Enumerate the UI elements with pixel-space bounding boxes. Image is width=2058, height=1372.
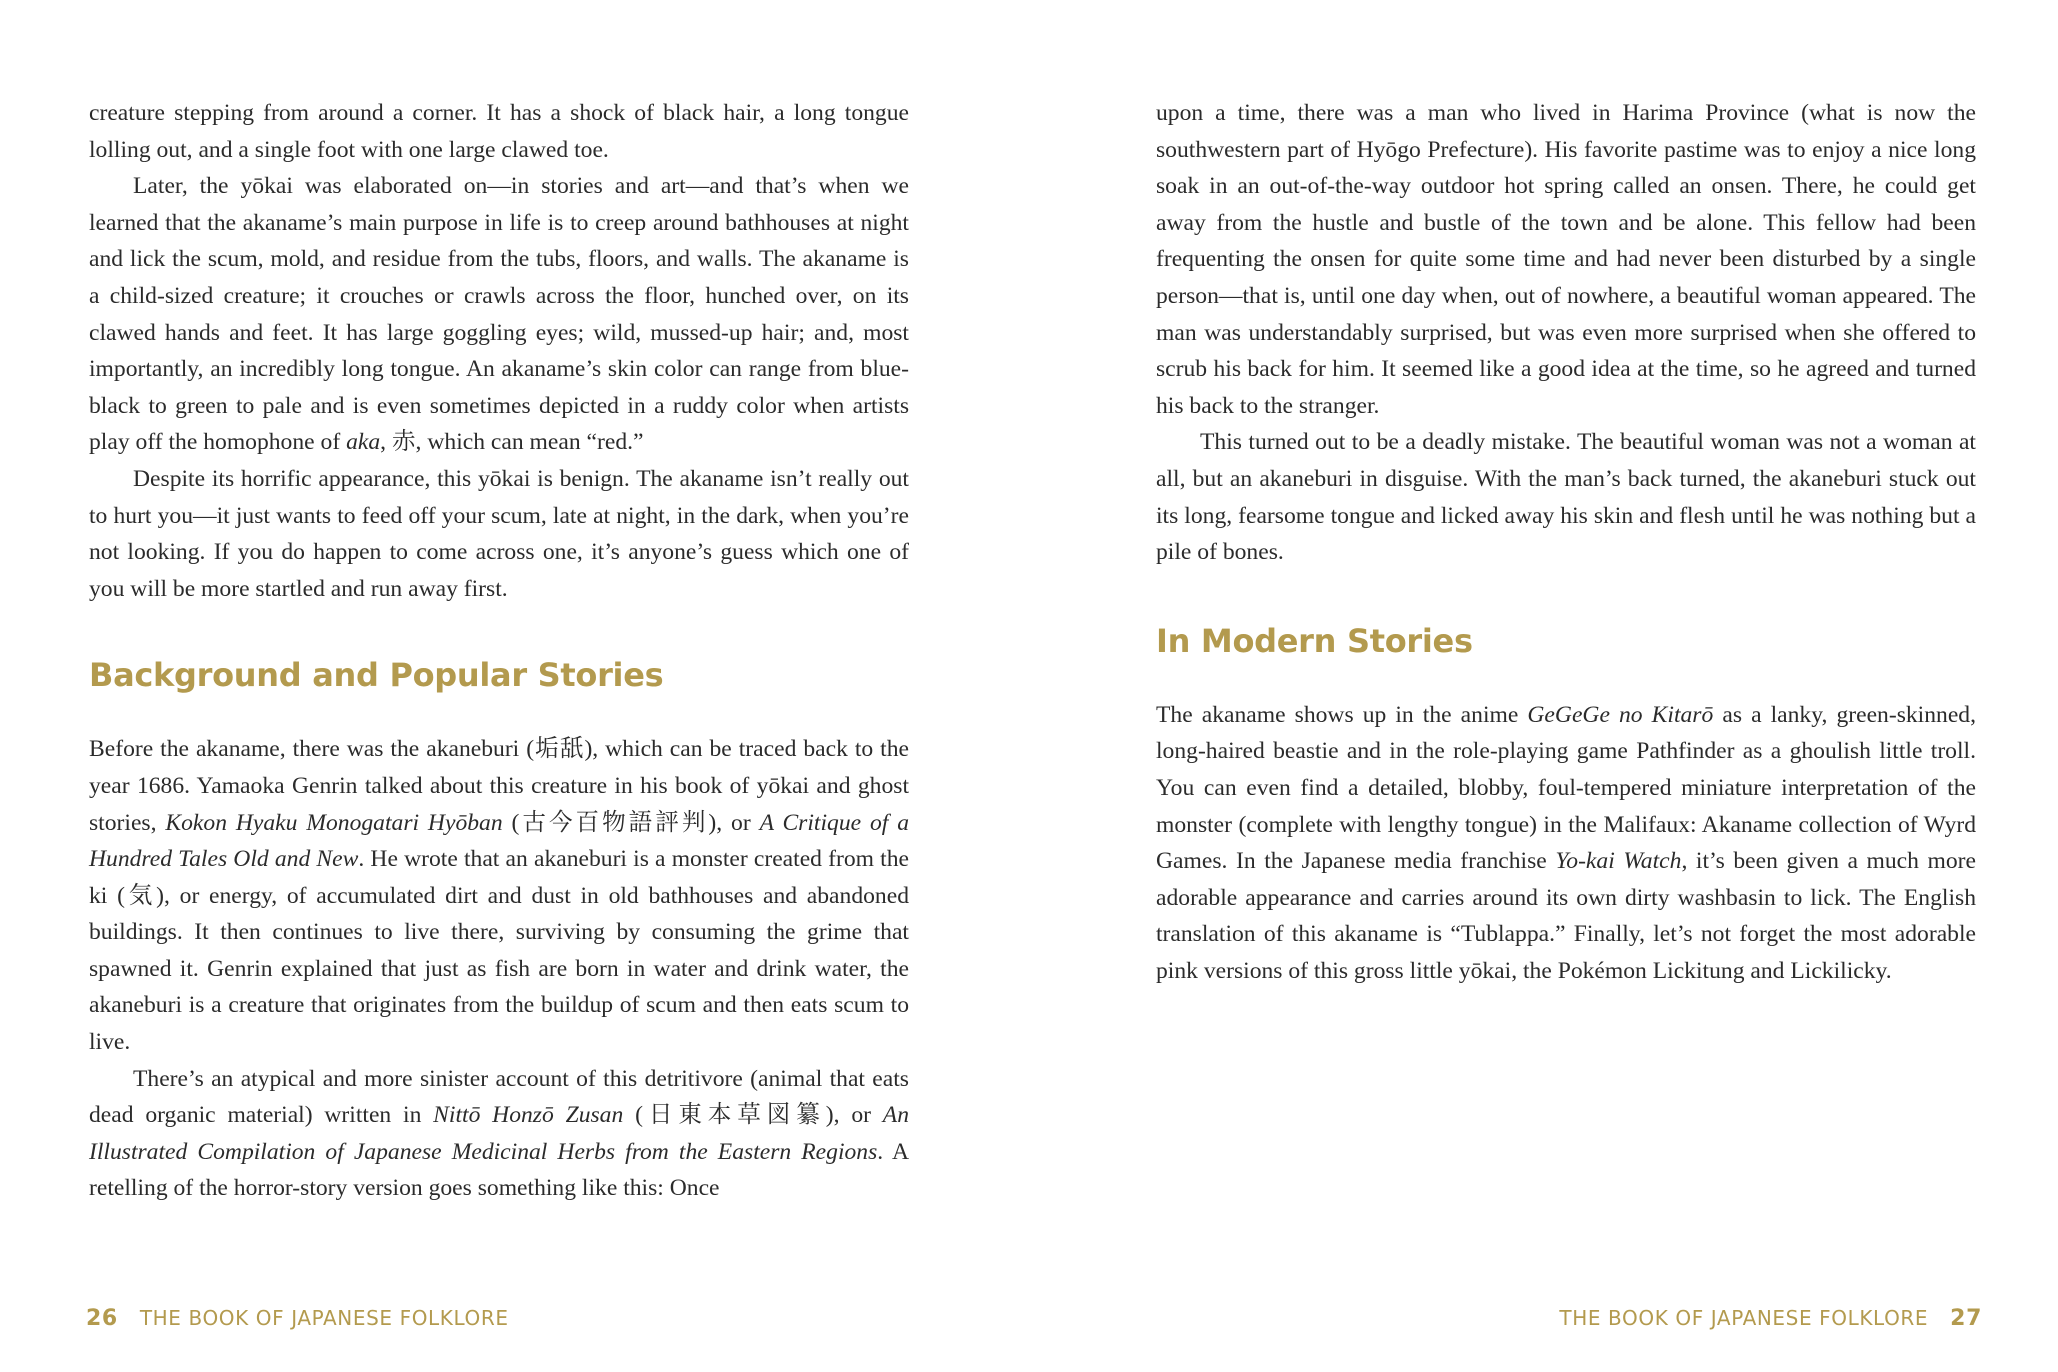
paragraph-text: . A retelling of the horror-story version goes something like this: Once xyxy=(89,1138,909,1202)
paragraph-text: , 赤, which can mean “red.” xyxy=(380,429,644,456)
paragraph-harima-story: upon a time, there was a man who lived in Harima Province (what is now the southwestern part of Hyōgo Prefecture). His favorite pastime was to enjoy a nice long soak in an out-of-the-way outdoor hot spring called an onsen. There, he could get away from the hustle and bustle of the town and be alone. This fellow had been frequenting the onsen for quite some time and had never been disturbed by a single person—that is, until one day when, out of nowhere, a beautiful woman appeared. The man was understandably surprised, but was even more surprised when she offered to scrub his back for him. It seemed like a good idea at the time, so he agreed and turned his back to the stranger. xyxy=(1156,100,1976,419)
paragraph-text: as a lanky, green-skinned, long-haired beastie and in the role-playing game Pathfinder as a ghoulish little troll. You can even find a detailed, blobby, foul-tempered miniature interpretation of the monster (complete with lengthy tongue) in the Malifaux: Akaname collection of Wyrd Games. In the Japanese media franchise xyxy=(1156,701,1976,875)
right-footer xyxy=(1559,1306,1982,1331)
paragraph-benign: Despite its horrific appearance, this yōkai is benign. The akaname isn’t really out to hurt you—it just wants to feed off your scum, late at night, in the dark, when you’re not looking. If you do happen to come across one, it’s anyone’s guess which one of you will be more startled and run away first. xyxy=(89,465,909,602)
book-title: Kokon Hyaku Monogatari Hyōban xyxy=(165,809,503,836)
paragraph-akaneburi-origin xyxy=(89,731,909,1060)
paragraph-text: There’s an atypical and more sinister account of this detritivore (animal that eats dead organic material) written in xyxy=(89,1065,909,1129)
franchise-title: Yo-kai Watch xyxy=(1555,848,1682,875)
paragraph-text: The akaname shows up in the anime xyxy=(1156,701,1528,728)
book-title: Nittō Honzō Zusan xyxy=(433,1102,624,1129)
paragraph-modern-stories xyxy=(1156,697,1976,990)
book-title: An Illustrated Compilation of Japanese Medicinal Herbs from the Eastern Regions xyxy=(89,1102,909,1165)
paragraph-akaname-description xyxy=(89,168,909,461)
section-heading-modern: In Modern Stories xyxy=(1156,621,1473,660)
running-title: THE BOOK OF JAPANESE FOLKLORE xyxy=(139,1306,509,1330)
anime-title: GeGeGe no Kitarō xyxy=(1527,701,1714,728)
page-number: 26 xyxy=(86,1306,118,1331)
paragraph-text: (日東本草図纂), or xyxy=(623,1102,883,1129)
left-page xyxy=(89,95,909,1207)
paragraph-sinister-account xyxy=(89,1061,909,1207)
section-heading-background: Background and Popular Stories xyxy=(89,656,664,695)
paragraph-text: Later, the yōkai was elaborated on—in stories and art—and that’s when we learned that the akaname’s main purpose in life is to creep around bathhouses at night and lick the scum, mold, and residue from the tubs, floors, and walls. The akaname is a child-sized creature; it crouches or crawls across the floor, hunched over, on its clawed hands and feet. It has large goggling eyes; wild, mussed-up hair; and, most importantly, an incredibly long tongue. An akaname’s skin color can range from blue-black to green to pale and is even sometimes depicted in a ruddy color when artists play off the homophone of xyxy=(89,173,909,456)
paragraph-continued: creature stepping from around a corner. It has a shock of black hair, a long tongue lolling out, and a single foot with one large clawed toe. xyxy=(89,100,909,163)
page-number: 27 xyxy=(1950,1306,1982,1331)
paragraph-deadly-mistake: This turned out to be a deadly mistake. The beautiful woman was not a woman at all, but an akaneburi in disguise. With the man’s back turned, the akaneburi stuck out its long, fearsome tongue and licked away his skin and flesh until he was nothing but a pile of bones. xyxy=(1156,429,1976,566)
italic-term-aka: aka xyxy=(346,429,381,456)
left-footer xyxy=(86,1306,509,1331)
paragraph-text: . He wrote that an akaneburi is a monster created from the ki (気), or energy, of accumulated dirt and dust in old bathhouses and abandoned buildings. It then continues to live there, surviving by consuming the grime that spawned it. Genrin explained that just as fish are born in water and drink water, the akaneburi is a creature that originates from the buildup of scum and then eats scum to live. xyxy=(89,846,909,1056)
paragraph-text: , it’s been given a much more adorable appearance and carries around its own dirty washbasin to lick. The English translation of this akaname is “Tublappa.” Finally, let’s not forget the most adorable pink versions of this gross little yōkai, the Pokémon Lickitung and Lickilicky. xyxy=(1156,848,1976,984)
running-title: THE BOOK OF JAPANESE FOLKLORE xyxy=(1559,1306,1929,1330)
paragraph-text: Before the akaname, there was the akaneburi (垢舐), which can be traced back to the year 1686. Yamaoka Genrin talked about this creature in his book of yōkai and ghost stories, xyxy=(89,736,909,836)
paragraph-text: (古今百物語評判), or xyxy=(502,809,760,836)
right-page xyxy=(1156,95,1976,989)
book-title: A Critique of a Hundred Tales Old and New xyxy=(89,809,910,873)
